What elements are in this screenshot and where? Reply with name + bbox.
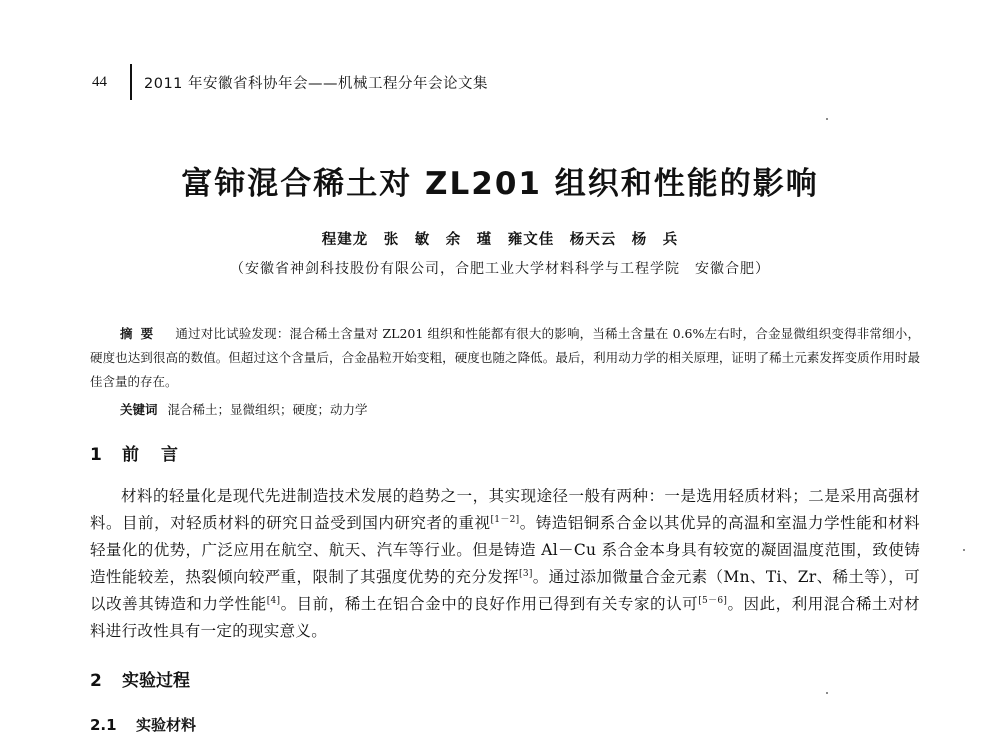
paragraph-text: 。通过添加微量合金元素（Mn、Ti、Zr、稀土等），可以改善其铸造和力学性能 [90,568,920,613]
abstract-label: 摘要 [120,326,162,341]
paper-title: 富铈混合稀土对 ZL201 组织和性能的影响 [181,166,819,202]
subsection-heading-2-1 [90,714,196,735]
page-number: 44 [92,73,107,90]
keywords [120,398,368,422]
scan-speck [826,692,828,694]
header-rule [130,64,132,100]
section-heading-1 [90,440,200,465]
scan-speck [963,549,965,551]
citation: [4] [266,596,281,606]
keywords-label: 关键词 [120,402,158,417]
running-head [92,64,488,100]
paragraph-text: 。铸造铝铜系合金以其优异的高温和室温力学性能和材料轻量化的优势，广泛应用在航空、航天、汽车等行业。但是铸造 Al－Cu 系合金本身具有较宽的凝固温度范围，致使铸造性能较差，热裂倾向较严重，限制了其强度优势的充分发挥 [90,514,920,586]
paragraph-text: 。因此，利用混合稀土对材料进行改性具有一定的现实意义。 [90,595,920,640]
journal-title: 2011 年安徽省科协年会——机械工程分年会论文集 [144,75,489,92]
citation: [5－6] [698,596,728,606]
section-1-paragraph [90,483,920,645]
section-title: 前言 [122,445,200,465]
section-heading-2 [90,666,190,691]
subsection-number: 2.1 [90,716,117,734]
citation: [1－2] [490,515,520,525]
citation: [3] [519,569,533,579]
affiliation: （安徽省神剑科技股份有限公司，合肥工业大学材料科学与工程学院 安徽合肥） [230,261,770,277]
paragraph-text: 。目前，稀土在铝合金中的良好作用已得到有关专家的认可 [280,595,699,613]
section-title: 实验过程 [122,671,190,691]
subsection-title: 实验材料 [136,716,197,734]
section-number: 1 [90,445,102,465]
scan-speck [826,118,828,120]
keywords-text: 混合稀土；显微组织；硬度；动力学 [167,402,368,417]
abstract-text: 通过对比试验发现：混合稀土含量对 ZL201 组织和性能都有很大的影响，当稀土含量在 0.6%左右时，合金显微组织变得非常细小，硬度也达到很高的数值。但超过这个含量后，合金晶粒开始变粗，硬度也随之降低。最后，利用动力学的相关原理，证明了稀土元素发挥变质作用时最佳含量的存在。 [90,326,920,389]
section-number: 2 [90,671,102,691]
author-list: 程建龙 张 敏 余 瑾 雍文佳 杨天云 杨 兵 [321,231,679,248]
abstract [90,322,920,394]
paragraph-text: 材料的轻量化是现代先进制造技术发展的趋势之一，其实现途径一般有两种：一是选用轻质材料；二是采用高强材料。目前，对轻质材料的研究日益受到国内研究者的重视 [90,487,920,532]
